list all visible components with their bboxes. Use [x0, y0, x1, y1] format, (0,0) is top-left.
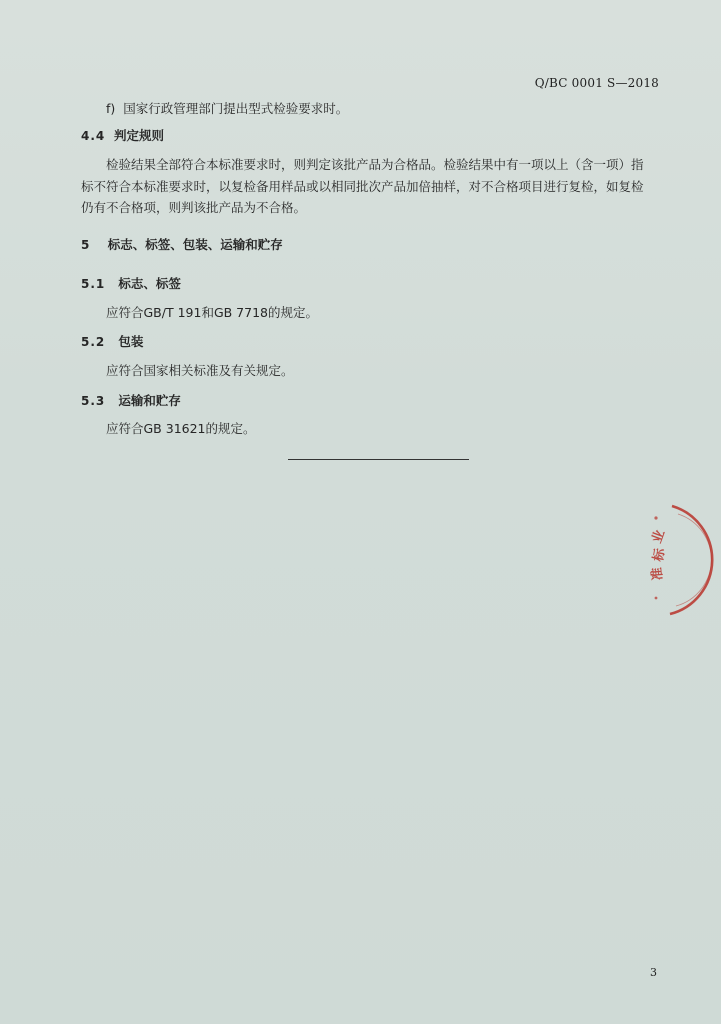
section-number: 5.2 — [81, 335, 106, 349]
section-5-heading — [81, 237, 283, 253]
section-4-4-heading — [81, 128, 164, 144]
section-5-1-text: 应符合GB/T 191和GB 7718的规定。 — [106, 305, 318, 320]
section-4-4-line-3: 仍有不合格项，则判该批产品为不合格。 — [81, 200, 307, 215]
section-number: 5.3 — [81, 394, 106, 408]
section-5-1-heading — [81, 276, 181, 292]
section-4-4-line-1: 检验结果全部符合本标准要求时，则判定该批产品为合格品。检验结果中有一项以上（含一项）指 — [106, 157, 644, 172]
svg-text:标: 标 — [651, 547, 669, 563]
section-title: 标志、标签 — [118, 276, 181, 291]
end-of-standard-rule — [288, 459, 469, 460]
section-5-3-heading — [81, 393, 181, 409]
section-5-2-text: 应符合国家相关标准及有关规定。 — [106, 363, 294, 378]
section-5-2-heading — [81, 334, 143, 350]
clause-f-text: 国家行政管理部门提出型式检验要求时。 — [123, 101, 349, 116]
clause-f-item — [106, 101, 348, 116]
section-title: 标志、标签、包装、运输和贮存 — [107, 237, 283, 252]
svg-text:准: 准 — [649, 566, 666, 581]
section-title: 判定规则 — [113, 128, 164, 143]
red-seal-stamp — [649, 500, 721, 620]
section-title: 包装 — [118, 334, 144, 349]
section-5-3-text: 应符合GB 31621的规定。 — [106, 421, 256, 436]
section-number: 4.4 — [81, 129, 106, 143]
section-number: 5 — [81, 238, 91, 252]
section-4-4-line-2: 标不符合本标准要求时，以复检备用样品或以相同批次产品加倍抽样，对不合格项目进行复检，如复检 — [81, 179, 644, 194]
standard-code: Q/BC 0001 S—2018 — [534, 76, 659, 90]
section-number: 5.1 — [81, 277, 106, 291]
svg-text:业: 业 — [649, 528, 669, 546]
section-title: 运输和贮存 — [118, 393, 181, 408]
clause-f-label: f) — [106, 101, 116, 116]
page-number: 3 — [650, 966, 657, 979]
